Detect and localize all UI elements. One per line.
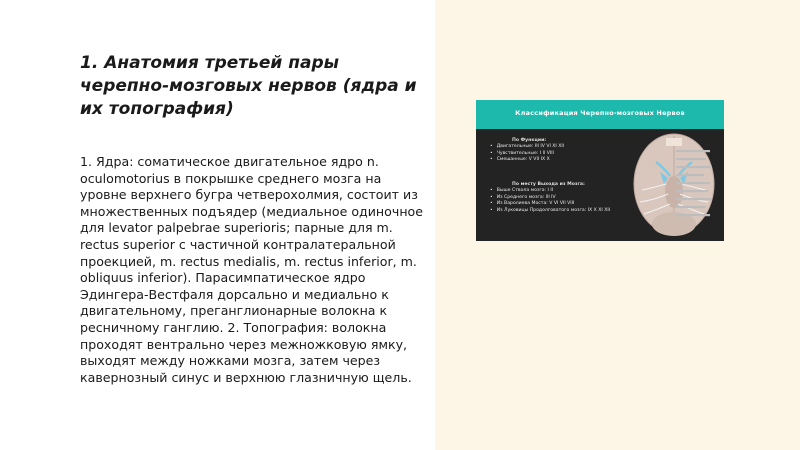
exit-section [490, 182, 610, 214]
function-item: • Двигательные: III IV VI XI XII [490, 144, 564, 150]
slide-body-text: 1. Ядра: соматическое двигательное ядро n. oculomotorius в покрышке среднего мозга на уровне верхнего бугра четверохолмия, состоит из множественных подъядер (медиальное одиночное для levator palpebrae superioris; парные для m. rectus superior с частичной контралатеральной проекцией, m. rectus medialis, m. rectus inferior, m. obliquus inferior). Парасимпатическое ядро Эдингера-Вестфаля дорсально и медиально к двигательному, преганглионарные волокна к ресничному ганглию. 2. Топография: волокна проходят вентрально через межножковую ямку, выходят между ножками мозга, затем через кавернозный синус и верхнюю глазничную щель. [80, 154, 424, 385]
exit-item: • Из Среднего мозга: III IV [490, 195, 610, 201]
olfactory-bulbs [666, 138, 682, 146]
slide-title: 1. Анатомия третьей пары черепно-мозговых нервов (ядра и их топография) [80, 53, 417, 119]
function-heading: По Функции: [512, 138, 547, 143]
function-item: • Чувствительные: I II VIII [490, 151, 564, 157]
exit-heading: По месту Выхода из Мозга: [512, 182, 585, 187]
exit-item: • Выше Ствола мозга: I II [490, 188, 610, 194]
exit-item: • Из Луковицы Продолговатого мозга: IX X XI XII [490, 208, 610, 214]
exit-item: • Из Варолиева Моста: V VI VII VIII [490, 201, 610, 207]
label-placeholder-lines [672, 148, 720, 228]
cranial-nerves-figure [476, 100, 724, 241]
function-item: • Смешанные: V VII IX X [490, 157, 564, 163]
function-list [490, 144, 564, 163]
figure-title: Классификация Черепно-мозговых Нервов [515, 109, 685, 117]
function-section [490, 138, 564, 164]
exit-list [490, 188, 610, 214]
